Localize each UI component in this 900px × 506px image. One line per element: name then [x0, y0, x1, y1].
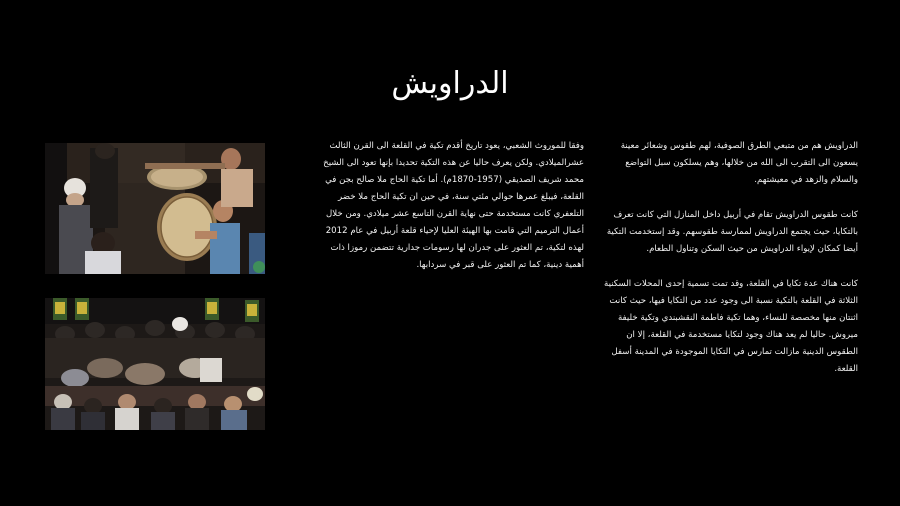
paragraph-history: وفقا للموروث الشعبي، يعود تاريخ أقدم تكية في القلعة الى القرن الثالث عشرالميلادي. ولكن يعرف حاليا عن هذه التكية تحديدا بإنها تعود الى الشيخ محمد شريف الصديقي (1957-1870م). أما تكية الحاج ملا صالح بجن في القلعة، فيبلغ عمرها حوالي مئتي سنة، في حين ان تكية الحاج ملا خضر التلعفري كانت مستخدمة حتى نهاية القرن التاسع عشر ميلادي. ومن خلال أعمال الترميم التي قامت بها الهيئة العليا لإحياء قلعة أربيل في عام 2012 لهذه لتكية، تم العثور على جدران لها رسومات جدارية تتضمن رموزا ذات أهمية دينية، كما تم العثور على قبر في سردابها. [323, 141, 584, 270]
photo-prayer-gathering-image [45, 298, 265, 430]
paragraph-rituals: كانت طقوس الدراويش تقام في أربيل داخل المنازل التي كانت تعرف بالتكايا، حيث يجتمع الدراويش لممارسة طقوسهم. وقد إستخدمت التكية أيضا كمكان لإيواء الدراويش من حيث السكن وتناول الطعام. [606, 210, 858, 254]
paragraph-intro: الدراويش هم من متبعي الطرق الصوفية، لهم طقوس وشعائر معينة يسعون الى التقرب الى الله من خلالها، وهم يسلكون سبل التواضع والسلام والزهد في معيشتهم. [620, 141, 858, 185]
photo-drum-ritual [45, 143, 265, 274]
photo-drum-ritual-image [45, 143, 265, 274]
right-text-column [598, 138, 858, 396]
page-title: الدراويش [391, 66, 509, 101]
photo-prayer-gathering [45, 298, 265, 430]
middle-text-column [322, 138, 584, 292]
paragraph-takaya: كانت هناك عدة تكايا في القلعة، وقد تمت تسمية إحدى المحلات السكنية الثلاثة في القلعة بالتكية نسبة الى وجود عدد من التكايا فيها، حيث كانت اثنتان منها مخصصة للنساء، وهما تكية فاطمة النقشبندي وتكية خليفة ميروش. حاليا لم يعد هناك وجود لتكايا مستخدمة في القلعة، إلا ان الطقوس الدينية مازالت تمارس في التكايا الموجودة في المدينة أسفل القلعة. [603, 279, 858, 374]
